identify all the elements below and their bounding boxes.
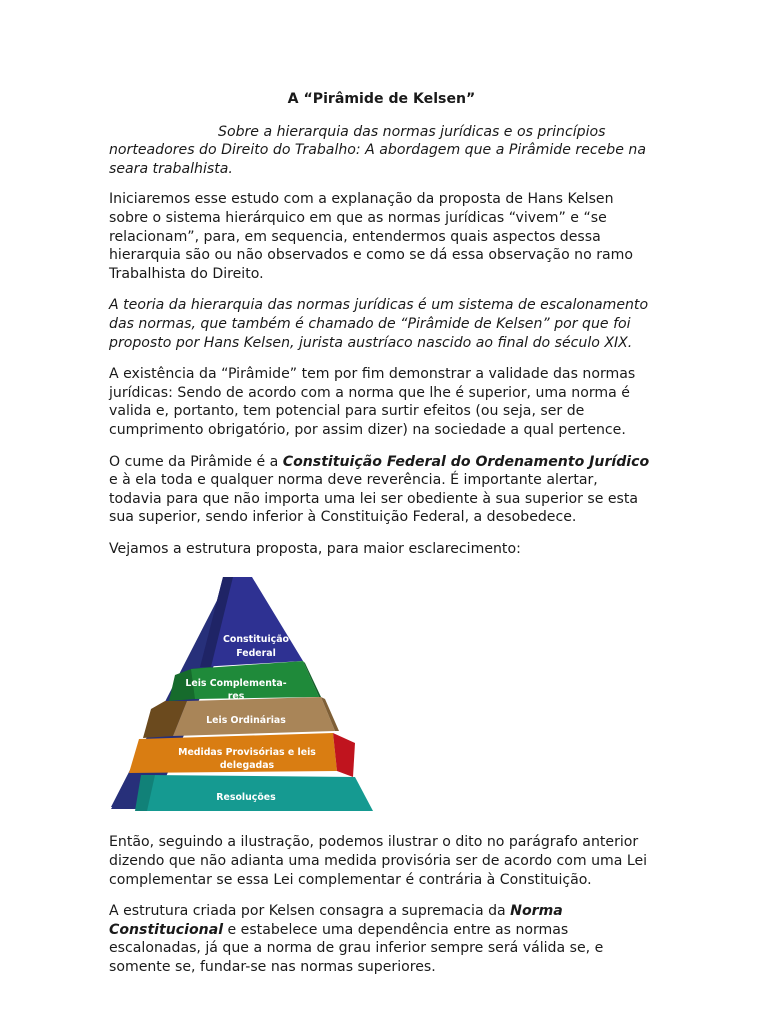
paragraph-intro: Iniciaremos esse estudo com a explanação da proposta de Hans Kelsen sobre o sistema hierárquico em que as normas jurídicas “vivem” e “se relacionam”, para, em sequencia, entendermos quais aspectos dessa hierarquia são ou não observados e como se dá essa observação no ramo Trabalhista do Direito. xyxy=(109,191,633,282)
paragraph-validity: A existência da “Pirâmide” tem por fim demonstrar a validade das normas jurídicas: Sendo de acordo com a norma que lhe é superior, uma norma é valida e, portanto, tem potencial para surtir efeitos (ou seja, ser de cumprimento obrigatório, por assim dizer) na sociedade a qual pertence. xyxy=(109,366,636,438)
paragraph-supremacy-emphasis: Norma Constitucional xyxy=(109,903,563,938)
paragraph-summit-text-1: O cume da Pirâmide é a xyxy=(109,453,283,470)
paragraph-supremacy-text-1: A estrutura criada por Kelsen consagra a supremacia da xyxy=(109,903,511,920)
document-subtitle: Sobre a hierarquia das normas jurídicas e os princípios norteadores do Direito do Trabalho: A abordagem que a Pirâmide recebe na seara trabalhista. xyxy=(109,123,646,177)
paragraph-summit-text-2: e à ela toda e qualquer norma deve reverência. É importante alertar, todavia para que não importa uma lei ser obediente à sua superior se esta sua superior, sendo inferior à Constituição Federal, a desobedece. xyxy=(109,472,639,526)
paragraph-illustration: Então, seguindo a ilustração, podemos ilustrar o dito no parágrafo anterior dizendo que não adianta uma medida provisória ser de acordo com uma Lei complementar se essa Lei complementar é contrária à Constituição. xyxy=(109,834,648,888)
pyramid-label-provisional-2: delegadas xyxy=(219,760,275,772)
paragraph-supremacy-text-2: e estabelece uma dependência entre as normas escalonadas, já que a norma de grau inferior sempre será válida se, e somente se, fundar-se nas normas superiores. xyxy=(109,921,604,976)
paragraph-supremacy xyxy=(109,902,654,976)
pyramid-label-resolutions: Resoluções xyxy=(216,792,276,804)
pyramid-label-complementary-2: res xyxy=(227,691,245,703)
pyramid-label-provisional-1: Medidas Provisórias e leis xyxy=(178,747,316,759)
paragraph-structure-intro: Vejamos a estrutura proposta, para maior esclarecimento: xyxy=(109,540,521,557)
paragraph-summit-emphasis: Constituição Federal do Ordenamento Jurídico xyxy=(282,453,650,470)
pyramid-label-constitution-2: Federal xyxy=(236,648,276,660)
kelsen-pyramid-figure xyxy=(107,571,382,819)
kelsen-pyramid-diagram xyxy=(107,571,382,819)
document-title: A “Pirâmide de Kelsen” xyxy=(287,91,476,107)
paragraph-summit xyxy=(109,453,654,527)
pyramid-label-constitution-1: Constituição xyxy=(223,634,289,646)
paragraph-theory: A teoria da hierarquia das normas jurídicas é um sistema de escalonamento das normas, que também é chamado de “Pirâmide de Kelsen” por que foi proposto por Hans Kelsen, jurista austríaco nascido ao final do século XIX. xyxy=(109,297,649,351)
document-page xyxy=(109,90,654,990)
pyramid-label-ordinary: Leis Ordinárias xyxy=(206,715,286,727)
pyramid-label-complementary-1: Leis Complementa- xyxy=(185,678,287,690)
